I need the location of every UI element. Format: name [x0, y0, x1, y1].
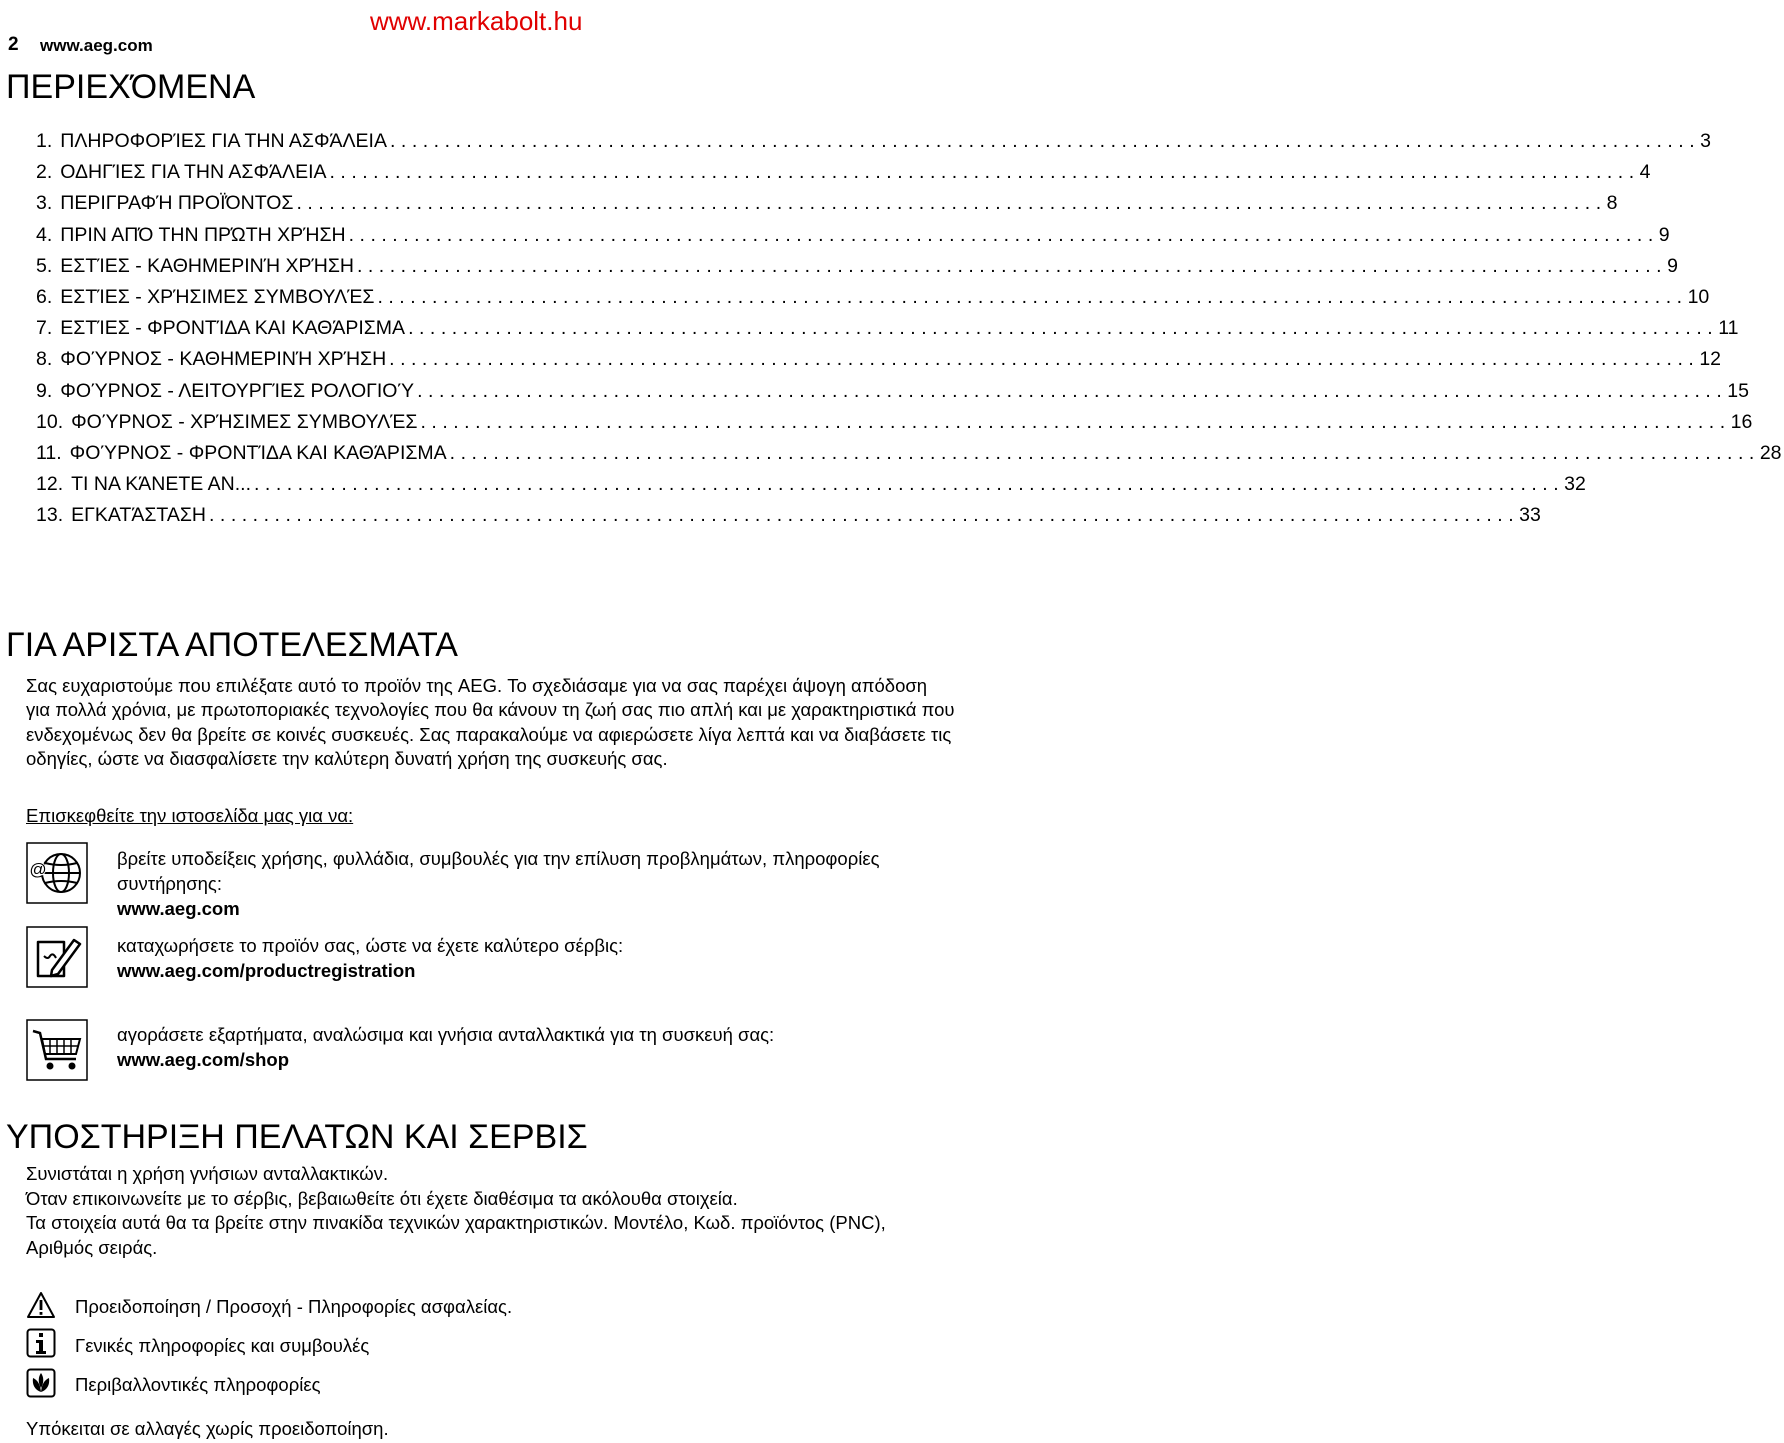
toc-item-page: 8 — [1606, 192, 1618, 215]
toc-item-page: 32 — [1564, 473, 1586, 496]
toc-item-title: ΠΕΡΙΓΡΑΦΉ ΠΡΟΪΌΝΤΟΣ — [60, 192, 294, 215]
toc-item-number: 12. — [36, 473, 64, 496]
toc-item-title: ΕΓΚΑΤΆΣΤΑΣΗ — [71, 504, 207, 527]
toc-item-number: 11. — [36, 441, 62, 464]
toc-item-number: 2. — [36, 161, 53, 184]
toc-item-leader: ........................................................................................................................ — [348, 223, 1659, 246]
header-site: www.aeg.com — [40, 36, 153, 55]
service-item-shop — [117, 1022, 947, 1072]
toc-item-number: 7. — [36, 317, 53, 340]
toc-item[interactable] — [36, 130, 1711, 161]
toc-item-number: 6. — [36, 285, 53, 308]
service-text: καταχωρήσετε το προϊόν σας, ώστε να έχετε καλύτερο σέρβις: — [117, 935, 624, 956]
toc-item-leader: ........................................................................................................................ — [389, 348, 1700, 371]
service-item-registration — [117, 933, 947, 983]
toc-item[interactable] — [36, 285, 1710, 317]
toc-item-number: 10. — [36, 410, 64, 433]
toc-item[interactable] — [36, 473, 1586, 504]
toc-item-number: 4. — [36, 223, 53, 246]
support-line: Όταν επικοινωνείτε με το σέρβις, βεβαιωθείτε ότι έχετε διαθέσιμα τα ακόλουθα στοιχεία. — [26, 1187, 738, 1209]
warning-legend-text: Προειδοποίηση / Προσοχή - Πληροφορίες ασφαλείας. — [75, 1296, 513, 1317]
footer-note: Υπόκειται σε αλλαγές χωρίς προειδοποίηση. — [26, 1418, 389, 1439]
toc-item-leader: ........................................................................................................................ — [329, 161, 1640, 184]
toc-item[interactable] — [36, 161, 1651, 192]
toc-item-title: ΦΟΎΡΝΟΣ - ΛΕΙΤΟΥΡΓΊΕΣ ΡΟΛΟΓΙΟΎ — [60, 379, 415, 402]
toc-item[interactable] — [36, 441, 1782, 473]
best-results-paragraph: Σας ευχαριστούμε που επιλέξατε αυτό το προϊόν της AEG. Το σχεδιάσαμε για να σας παρέχει άψογη απόδοση για πολλά χρόνια, με πρωτοποριακές τεχνολογίες που θα κάνουν τη ζωή σας πιο απλή και με χαρακτηριστικά που ενδεχομένως δεν θα βρείτε σε κοινές συσκευές. Σας παρακαλούμε να αφιερώσετε λίγα λεπτά και να διαβάσετε τις οδηγίες, ώστε να διασφαλίσετε την καλύτερη δυνατή χρήση της συσκευής σας. — [26, 675, 955, 770]
toc-item-page: 15 — [1727, 379, 1749, 402]
toc-item-leader: ........................................................................................................................ — [377, 285, 1688, 308]
support-paragraph — [26, 1162, 956, 1260]
toc-item-leader: ........................................................................................................................ — [408, 317, 1719, 340]
globe-at-icon — [26, 842, 88, 904]
page-number: 2 — [8, 34, 19, 55]
toc-item-page: 9 — [1658, 223, 1670, 246]
environment-legend-text: Περιβαλλοντικές πληροφορίες — [75, 1374, 321, 1395]
support-line: Τα στοιχεία αυτά θα τα βρείτε στην πινακίδα τεχνικών χαρακτηριστικών. Μοντέλο, Κωδ. προϊόντος (PNC), Αριθμός σειράς. — [26, 1212, 886, 1258]
toc-item-number: 3. — [36, 192, 53, 215]
toc-item-page: 33 — [1519, 504, 1541, 527]
toc-item-page: 9 — [1667, 254, 1678, 277]
toc-item-title: ΠΛΗΡΟΦΟΡΊΕΣ ΓΙΑ ΤΗΝ ΑΣΦΆΛΕΙΑ — [60, 130, 387, 152]
toc-item[interactable] — [36, 410, 1753, 442]
service-link[interactable]: www.aeg.com — [117, 898, 240, 919]
toc-item-title: ΕΣΤΊΕΣ - ΦΡΟΝΤΊΔΑ ΚΑΙ ΚΑΘΆΡΙΣΜΑ — [60, 317, 406, 340]
toc-item-title: ΕΣΤΊΕΣ - ΚΑΘΗΜΕΡΙΝΉ ΧΡΉΣΗ — [60, 254, 354, 277]
toc-item-title: ΦΟΎΡΝΟΣ - ΧΡΉΣΙΜΕΣ ΣΥΜΒΟΥΛΈΣ — [71, 410, 418, 433]
toc-item-number: 8. — [36, 348, 53, 371]
toc-item[interactable] — [36, 254, 1678, 286]
toc-item-leader: ........................................................................................................................ — [449, 441, 1760, 464]
support-title: ΥΠΟΣΤΗΡΙΞΗ ΠΕΛΑΤΩΝ ΚΑΙ ΣΕΡΒΙΣ — [6, 1118, 588, 1156]
svg-text:@: @ — [29, 860, 47, 879]
toc-item-title: ΦΟΎΡΝΟΣ - ΦΡΟΝΤΊΔΑ ΚΑΙ ΚΑΘΆΡΙΣΜΑ — [69, 441, 447, 464]
service-text: βρείτε υποδείξεις χρήσης, φυλλάδια, συμβουλές για την επίλυση προβλημάτων, πληροφορίες συντήρησης: — [117, 848, 880, 894]
toc-title: ΠΕΡΙΕΧΌΜΕΝΑ — [6, 68, 256, 106]
service-item-tips — [117, 846, 947, 921]
toc-item[interactable] — [36, 223, 1670, 255]
toc-item-page: 3 — [1700, 130, 1711, 152]
toc-item-leader: ........................................................................................................................ — [420, 410, 1731, 433]
info-legend-text: Γενικές πληροφορίες και συμβουλές — [75, 1335, 370, 1356]
support-line: Συνιστάται η χρήση γνήσιων ανταλλακτικών. — [26, 1163, 389, 1184]
registration-pen-icon — [26, 926, 88, 988]
toc-item-leader: ........................................................................................................................ — [296, 192, 1607, 215]
warning-icon — [26, 1290, 56, 1320]
toc-item-leader: ........................................................................................................................ — [356, 254, 1668, 277]
toc-item-title: ΦΟΎΡΝΟΣ - ΚΑΘΗΜΕΡΙΝΉ ΧΡΉΣΗ — [60, 348, 387, 371]
toc-item-title: ΠΡΙΝ ΑΠΌ ΤΗΝ ΠΡΏΤΗ ΧΡΉΣΗ — [60, 223, 346, 246]
toc-item-leader: ........................................................................................................................ — [417, 379, 1728, 402]
table-of-contents — [36, 130, 1782, 535]
toc-item-leader: ........................................................................................................................ — [254, 473, 1565, 496]
environment-icon — [26, 1368, 56, 1398]
toc-item[interactable] — [36, 192, 1618, 223]
toc-item-leader: ........................................................................................................................ — [209, 504, 1520, 527]
service-text: αγοράσετε εξαρτήματα, αναλώσιμα και γνήσια ανταλλακτικά για τη συσκευή σας: — [117, 1024, 775, 1045]
toc-item[interactable] — [36, 504, 1541, 535]
toc-item-page: 16 — [1730, 410, 1753, 433]
watermark: www.markabolt.hu — [370, 6, 583, 36]
info-icon — [26, 1328, 56, 1358]
toc-item-number: 1. — [36, 130, 53, 152]
toc-item[interactable] — [36, 379, 1749, 411]
toc-item-page: 28 — [1759, 441, 1782, 464]
toc-item-number: 13. — [36, 504, 64, 527]
visit-website-heading: Επισκεφθείτε την ιστοσελίδα μας για να: — [26, 805, 354, 826]
toc-item-number: 5. — [36, 254, 53, 277]
toc-item-title: ΤΙ ΝΑ ΚΆΝΕΤΕ ΑΝ... — [71, 473, 251, 496]
toc-item[interactable] — [36, 317, 1739, 348]
toc-item-leader: ........................................................................................................................ — [390, 130, 1701, 152]
service-link[interactable]: www.aeg.com/shop — [117, 1049, 290, 1070]
toc-item-title: ΟΔΗΓΊΕΣ ΓΙΑ ΤΗΝ ΑΣΦΆΛΕΙΑ — [60, 161, 327, 184]
toc-item-number: 9. — [36, 379, 53, 402]
toc-item-page: 10 — [1687, 285, 1710, 308]
shopping-cart-icon — [26, 1019, 88, 1081]
toc-item-page: 4 — [1639, 161, 1651, 184]
toc-item-page: 12 — [1699, 348, 1722, 371]
toc-item-title: ΕΣΤΊΕΣ - ΧΡΉΣΙΜΕΣ ΣΥΜΒΟΥΛΈΣ — [60, 285, 375, 308]
service-link[interactable]: www.aeg.com/productregistration — [117, 960, 416, 981]
best-results-title: ΓΙΑ ΑΡΙΣΤΑ ΑΠΟΤΕΛΕΣΜΑΤΑ — [6, 626, 458, 664]
toc-item[interactable] — [36, 348, 1722, 379]
toc-item-page: 11 — [1718, 317, 1739, 340]
